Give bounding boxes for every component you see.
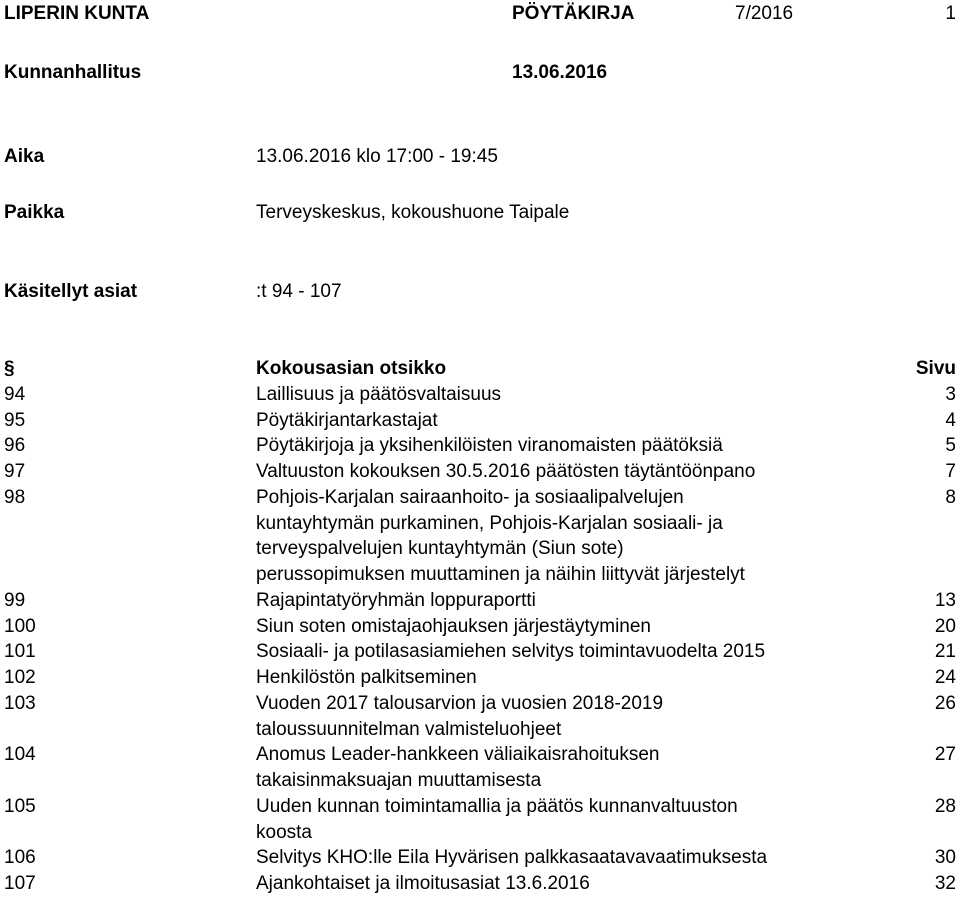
agenda-item-page: 27 bbox=[934, 744, 956, 766]
agenda-item-title bbox=[256, 742, 891, 794]
agenda-item-title bbox=[256, 485, 891, 588]
table-row bbox=[0, 845, 960, 871]
agenda-item-title bbox=[256, 408, 891, 434]
place-label: Paikka bbox=[4, 202, 65, 223]
agenda-item-title bbox=[256, 382, 891, 408]
table-row bbox=[0, 871, 960, 897]
agenda-item-title-line: Valtuuston kokouksen 30.5.2016 päätösten täytäntöönpano bbox=[256, 461, 756, 482]
agenda-table bbox=[0, 356, 960, 897]
agenda-item-number: 94 bbox=[4, 383, 26, 405]
agenda-item-page: 32 bbox=[934, 873, 956, 894]
agenda-item-number: 99 bbox=[4, 589, 26, 611]
agenda-item-title-line: Pohjois-Karjalan sairaanhoito- ja sosiaalipalvelujen bbox=[256, 486, 684, 508]
table-row bbox=[0, 614, 960, 640]
agenda-item-title-line: Uuden kunnan toimintamallia ja päätös kunnanvaltuuston bbox=[256, 795, 738, 817]
table-row bbox=[0, 742, 960, 794]
agenda-item-title-line: Ajankohtaiset ja ilmoitusasiat 13.6.2016 bbox=[256, 873, 590, 894]
table-row bbox=[0, 665, 960, 691]
agenda-item-number: 98 bbox=[4, 486, 26, 508]
table-row bbox=[0, 691, 960, 743]
table-row bbox=[0, 485, 960, 588]
agenda-item-title bbox=[256, 691, 891, 743]
agenda-item-page: 8 bbox=[945, 486, 956, 508]
agenda-item-title-line: taloussuunnitelman valmisteluohjeet bbox=[256, 718, 562, 740]
committee-name: Kunnanhallitus bbox=[4, 62, 142, 83]
table-row bbox=[0, 588, 960, 614]
agenda-item-title-line: perussopimuksen muuttaminen ja näihin liittyvät järjestelyt bbox=[256, 564, 745, 585]
agenda-item-number: 97 bbox=[4, 461, 26, 482]
table-row bbox=[0, 433, 960, 459]
agenda-item-title-line: terveyspalvelujen kuntayhtymän (Siun sote) bbox=[256, 538, 624, 560]
meeting-date: 13.06.2016 bbox=[512, 62, 608, 83]
agenda-item-number: 95 bbox=[4, 409, 26, 431]
agenda-header-row bbox=[0, 356, 960, 382]
agenda-item-number: 96 bbox=[4, 435, 26, 457]
agenda-item-title-line: Siun soten omistajaohjauksen järjestäytyminen bbox=[256, 615, 651, 637]
agenda-item-number: 102 bbox=[4, 667, 36, 688]
agenda-item-page: 4 bbox=[945, 409, 956, 431]
agenda-item-page: 26 bbox=[934, 692, 956, 714]
agenda-title-header: Kokousasian otsikko bbox=[256, 358, 447, 379]
agenda-item-page: 5 bbox=[945, 435, 956, 457]
agenda-item-page: 7 bbox=[945, 461, 956, 482]
time-value: 13.06.2016 klo 17:00 - 19:45 bbox=[256, 146, 498, 167]
agenda-item-number: 106 bbox=[4, 847, 36, 869]
agenda-item-page: 13 bbox=[934, 589, 956, 611]
agenda-item-number: 105 bbox=[4, 795, 36, 817]
agenda-item-title bbox=[256, 871, 891, 897]
agenda-item-title-line: Henkilöstön palkitseminen bbox=[256, 667, 477, 688]
agenda-item-page: 20 bbox=[934, 615, 956, 637]
agenda-item-page: 24 bbox=[934, 667, 956, 688]
agenda-item-title bbox=[256, 794, 891, 846]
agenda-item-title-line: kuntayhtymän purkaminen, Pohjois-Karjalan sosiaali- ja bbox=[256, 512, 723, 534]
table-row bbox=[0, 459, 960, 485]
agenda-item-title bbox=[256, 588, 891, 614]
agenda-item-title-line: Vuoden 2017 talousarvion ja vuosien 2018-2019 bbox=[256, 692, 664, 714]
agenda-item-title bbox=[256, 433, 891, 459]
table-row bbox=[0, 382, 960, 408]
agenda-item-title-line: Pöytäkirjantarkastajat bbox=[256, 409, 438, 431]
agenda-page-header: Sivu bbox=[915, 358, 956, 379]
agenda-item-page: 3 bbox=[945, 383, 956, 405]
agenda-item-title-line: Selvitys KHO:lle Eila Hyvärisen palkkasaatavavaatimuksesta bbox=[256, 847, 768, 869]
place-value: Terveyskeskus, kokoushuone Taipale bbox=[256, 202, 570, 223]
table-row bbox=[0, 794, 960, 846]
agenda-item-number: 100 bbox=[4, 615, 36, 637]
agenda-item-title bbox=[256, 614, 891, 640]
agenda-item-title-line: Sosiaali- ja potilasasiamiehen selvitys toimintavuodelta 2015 bbox=[256, 641, 766, 663]
agenda-item-title bbox=[256, 639, 891, 665]
agenda-item-page: 21 bbox=[934, 641, 956, 663]
agenda-item-title-line: Laillisuus ja päätösvaltaisuus bbox=[256, 383, 502, 405]
table-row bbox=[0, 408, 960, 434]
document-type: PÖYTÄKIRJA bbox=[512, 3, 635, 24]
agenda-item-number: 104 bbox=[4, 744, 36, 766]
agenda-item-number: 103 bbox=[4, 692, 36, 714]
agenda-item-page: 30 bbox=[934, 847, 956, 869]
agenda-item-title-line: koosta bbox=[256, 821, 312, 843]
page-number: 1 bbox=[945, 3, 956, 24]
agenda-item-title-line: Anomus Leader-hankkeen väliaikaisrahoituksen bbox=[256, 744, 660, 766]
municipality-name: LIPERIN KUNTA bbox=[4, 3, 150, 24]
items-value: :t 94 - 107 bbox=[256, 281, 342, 302]
agenda-item-title-line: takaisinmaksuajan muuttamisesta bbox=[256, 770, 542, 791]
agenda-item-number: 107 bbox=[4, 873, 36, 894]
agenda-item-title-line: Pöytäkirjoja ja yksihenkilöisten viranomaisten päätöksiä bbox=[256, 435, 723, 457]
items-label: Käsitellyt asiat bbox=[4, 281, 138, 302]
agenda-item-title bbox=[256, 459, 891, 485]
agenda-rows bbox=[0, 382, 960, 897]
agenda-item-title bbox=[256, 845, 891, 871]
document-number: 7/2016 bbox=[735, 3, 794, 24]
agenda-item-number: 101 bbox=[4, 641, 36, 663]
agenda-item-title bbox=[256, 665, 891, 691]
section-symbol-icon: § bbox=[4, 358, 15, 379]
table-row bbox=[0, 639, 960, 665]
agenda-item-page: 28 bbox=[934, 795, 956, 817]
agenda-item-title-line: Rajapintatyöryhmän loppuraportti bbox=[256, 589, 536, 611]
time-label: Aika bbox=[4, 146, 45, 167]
